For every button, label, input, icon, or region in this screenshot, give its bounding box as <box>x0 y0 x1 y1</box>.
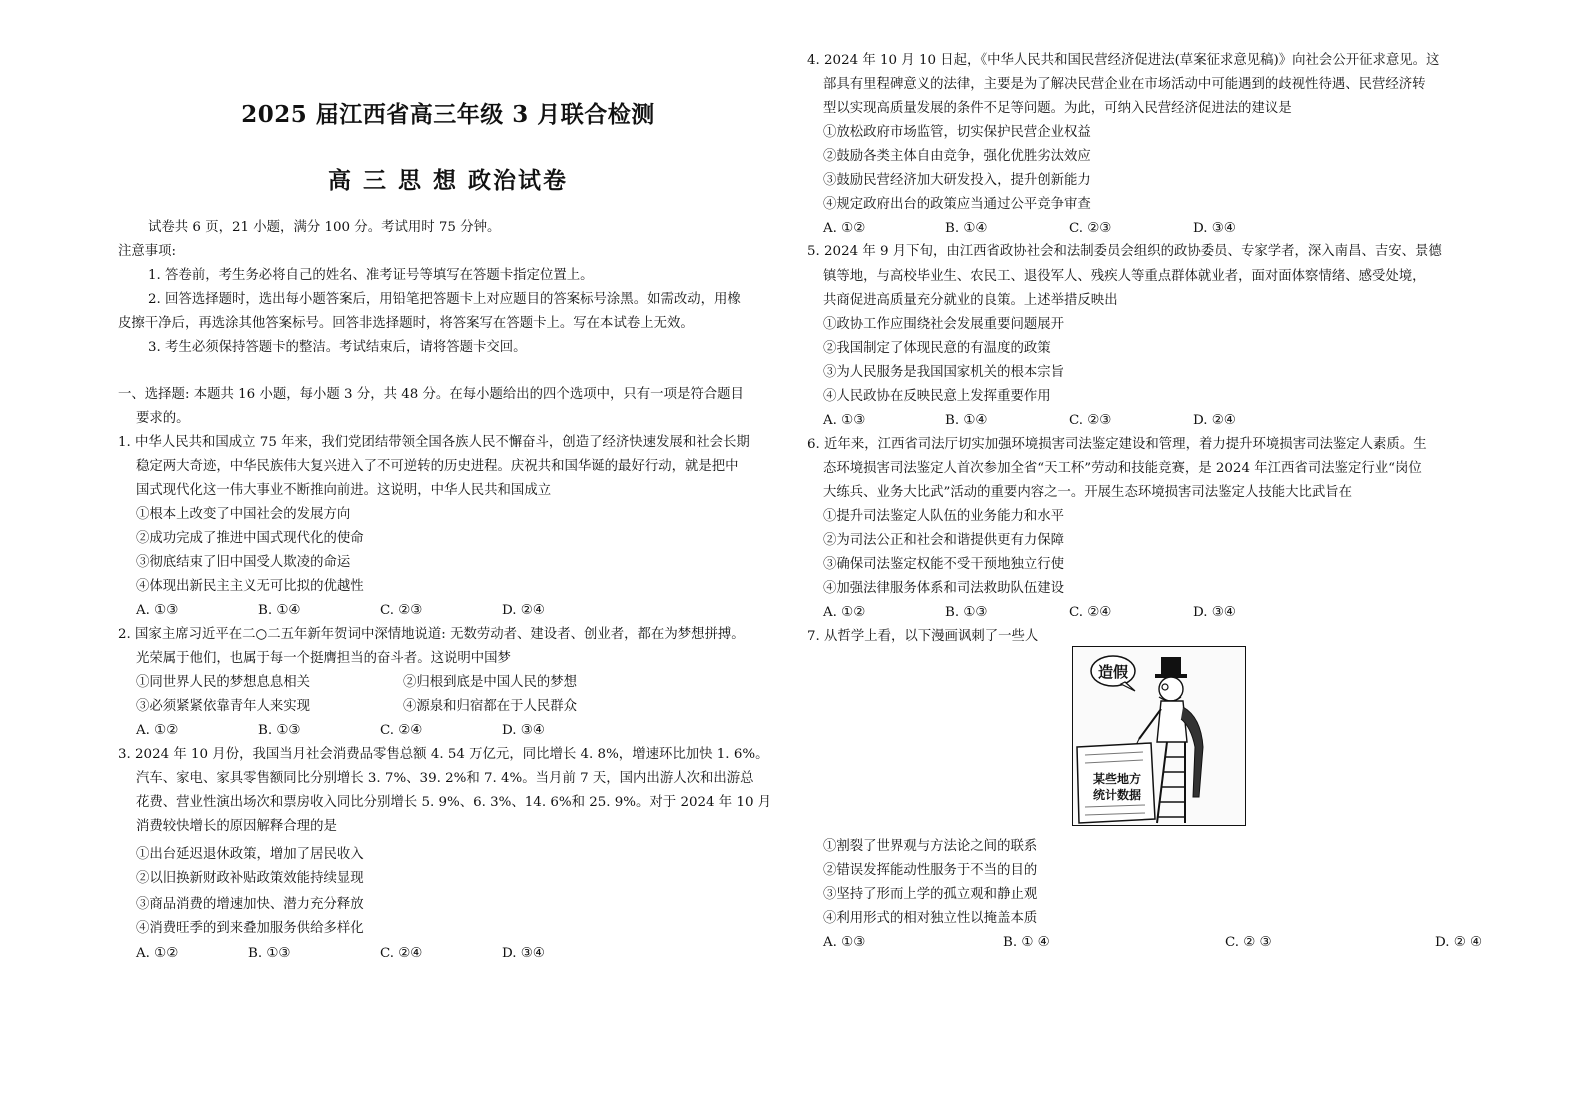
question-4-statement: ④规定政府出台的政策应当通过公平竞争审查 <box>823 197 1091 212</box>
question-1-statement: ④体现出新民主主义无可比拟的优越性 <box>136 579 364 594</box>
question-3-choice-b: B. ①③ <box>248 946 291 961</box>
section-heading: 一、选择题: 本题共 16 小题，每小题 3 分，共 48 分。在每小题给出的四个选项中，只有一项是符合题目 <box>118 387 744 402</box>
question-2-choice-d: D. ③④ <box>502 723 545 738</box>
question-4-statement: ①放松政府市场监管，切实保护民营企业权益 <box>823 125 1091 140</box>
question-6-choice-c: C. ②④ <box>1069 605 1112 620</box>
question-7-statement: ①割裂了世界观与方法论之间的联系 <box>823 839 1038 854</box>
question-6-statement: ②为司法公正和社会和谐提供更有力保障 <box>823 533 1065 548</box>
question-7-stem: 7. 从哲学上看，以下漫画讽刺了一些人 <box>807 629 1039 644</box>
question-4-statement: ②鼓励各类主体自由竞争，强化优胜劣汰效应 <box>823 149 1091 164</box>
question-3-statement: ①出台延迟退休政策，增加了居民收入 <box>136 847 364 862</box>
question-1-choice-a: A. ①③ <box>136 603 179 618</box>
question-6-stem: 态环境损害司法鉴定人首次参加全省“天工杯”劳动和技能竞赛，是 2024 年江西省司法鉴定行业“岗位 <box>823 461 1422 476</box>
question-1-stem: 1. 中华人民共和国成立 75 年来，我们党团结带领全国各族人民不懈奋斗，创造了经济快速发展和社会长期 <box>118 435 750 450</box>
question-6-choice-b: B. ①③ <box>945 605 988 620</box>
question-5-stem: 镇等地，与高校毕业生、农民工、退役军人、残疾人等重点群体就业者，面对面体察情绪、感受处境， <box>823 269 1426 284</box>
notice-item-2-cont: 皮擦干净后，再选涂其他答案标号。回答非选择题时，将答案写在答题卡上。写在本试卷上无效。 <box>118 316 694 331</box>
exam-info: 试卷共 6 页，21 小题，满分 100 分。考试用时 75 分钟。 <box>148 220 501 235</box>
top-hat <box>1161 657 1181 675</box>
question-1-stem: 国式现代化这一伟大事业不断推向前进。这说明，中华人民共和国成立 <box>136 483 552 498</box>
board-label-1: 某些地方 <box>1092 772 1142 786</box>
question-4-choice-c: C. ②③ <box>1069 221 1112 236</box>
question-1-statement: ②成功完成了推进中国式现代化的使命 <box>136 531 364 546</box>
question-5-statement: ③为人民服务是我国国家机关的根本宗旨 <box>823 365 1065 380</box>
notice-item-2: 2. 回答选择题时，选出每小题答案后，用铅笔把答题卡上对应题目的答案标号涂黑。如需改动，用橡 <box>148 292 741 307</box>
question-2-statement: ②归根到底是中国人民的梦想 <box>403 675 578 690</box>
question-3-stem: 花费、营业性演出场次和票房收入同比分别增长 5. 9%、6. 3%、14. 6%和 25. 9%。对于 2024 年 10 月 <box>136 795 772 810</box>
question-4-stem: 型以实现高质量发展的条件不足等问题。为此，可纳入民营经济促进法的建议是 <box>823 101 1292 116</box>
ladder <box>1157 742 1167 823</box>
section-heading-cont: 要求的。 <box>136 411 190 426</box>
question-4-choice-b: B. ①④ <box>945 221 988 236</box>
question-4-choice-d: D. ③④ <box>1193 221 1236 236</box>
speech-bubble-text: 造假 <box>1097 663 1129 681</box>
question-7-statement: ④利用形式的相对独立性以掩盖本质 <box>823 911 1038 926</box>
question-6-stem: 大练兵、业务大比武”活动的重要内容之一。开展生态环境损害司法鉴定人技能大比武旨在 <box>823 485 1353 500</box>
notice-item-1: 1. 答卷前，考生务必将自己的姓名、准考证号等填写在答题卡指定位置上。 <box>148 268 594 283</box>
question-6-stem: 6. 近年来，江西省司法厅切实加强环境损害司法鉴定建设和管理，着力提升环境损害司法鉴定人素质。生 <box>807 437 1427 452</box>
question-5-statement: ①政协工作应围绕社会发展重要问题展开 <box>823 317 1065 332</box>
question-5-choice-c: C. ②③ <box>1069 413 1112 428</box>
question-2-stem: 2. 国家主席习近平在二○二五年新年贺词中深情地说道: 无数劳动者、建设者、创业者，都在为梦想拼搏。 <box>118 627 745 642</box>
question-2-choice-c: C. ②④ <box>380 723 423 738</box>
question-3-statement: ②以旧换新财政补贴政策效能持续显现 <box>136 871 364 886</box>
exam-subtitle: 高 三 思 想 政治试卷 <box>327 167 569 194</box>
question-6-statement: ①提升司法鉴定人队伍的业务能力和水平 <box>823 509 1065 524</box>
man-body <box>1157 701 1187 742</box>
notice-item-3: 3. 考生必须保持答题卡的整洁。考试结束后，请将答题卡交回。 <box>148 340 527 355</box>
satire-cartoon <box>1072 646 1246 826</box>
cartoon-illustration <box>1073 647 1245 825</box>
question-1-choice-c: C. ②③ <box>380 603 423 618</box>
question-3-choice-d: D. ③④ <box>502 946 545 961</box>
question-6-statement: ④加强法律服务体系和司法救助队伍建设 <box>823 581 1065 596</box>
question-1-choice-d: D. ②④ <box>502 603 545 618</box>
question-5-statement: ②我国制定了体现民意的有温度的政策 <box>823 341 1051 356</box>
question-7-statement: ②错误发挥能动性服务于不当的目的 <box>823 863 1038 878</box>
question-7-choice-c: C. ② ③ <box>1225 935 1272 950</box>
question-4-stem: 4. 2024 年 10 月 10 日起，《中华人民共和国民营经济促进法(草案征求意见稿)》向社会公开征求意见。这 <box>807 53 1440 68</box>
question-6-choice-a: A. ①② <box>823 605 866 620</box>
question-4-stem: 部具有里程碑意义的法律，主要是为了解决民营企业在市场活动中可能遇到的歧视性待遇、民营经济转 <box>823 77 1426 92</box>
question-3-stem: 消费较快增长的原因解释合理的是 <box>136 819 337 834</box>
question-3-choice-c: C. ②④ <box>380 946 423 961</box>
question-1-statement: ①根本上改变了中国社会的发展方向 <box>136 507 351 522</box>
question-3-statement: ④消费旺季的到来叠加服务供给多样化 <box>136 921 364 936</box>
question-5-choice-b: B. ①④ <box>945 413 988 428</box>
question-2-statement: ①同世界人民的梦想息息相关 <box>136 675 311 690</box>
question-3-stem: 汽车、家电、家具零售额同比分别增长 3. 7%、39. 2%和 7. 4%。当月前 7 天，国内出游人次和出游总 <box>136 771 754 786</box>
board-label-2: 统计数据 <box>1092 788 1142 802</box>
question-3-choice-a: A. ①② <box>136 946 179 961</box>
question-7-choice-d: D. ② ④ <box>1435 935 1483 950</box>
question-1-stem: 稳定两大奇迹，中华民族伟大复兴进入了不可逆转的历史进程。庆祝共和国华诞的最好行动，就是把中 <box>136 459 739 474</box>
question-5-stem: 共商促进高质量充分就业的良策。上述举措反映出 <box>823 293 1118 308</box>
question-7-choice-a: A. ①③ <box>823 935 866 950</box>
question-1-choice-b: B. ①④ <box>258 603 301 618</box>
question-4-statement: ③鼓励民营经济加大研发投入，提升创新能力 <box>823 173 1091 188</box>
question-7-choice-b: B. ① ④ <box>1003 935 1050 950</box>
notice-heading: 注意事项: <box>118 244 177 259</box>
question-5-stem: 5. 2024 年 9 月下旬，由江西省政协社会和法制委员会组织的政协委员、专家学者，深入南昌、吉安、景德 <box>807 244 1442 259</box>
exam-title: 2025 届江西省高三年级 3 月联合检测 <box>241 101 655 128</box>
question-2-stem: 光荣属于他们，也属于每一个挺膺担当的奋斗者。这说明中国梦 <box>136 651 511 666</box>
question-2-choice-a: A. ①② <box>136 723 179 738</box>
question-7-statement: ③坚持了形而上学的孤立观和静止观 <box>823 887 1038 902</box>
question-4-choice-a: A. ①② <box>823 221 866 236</box>
question-5-choice-a: A. ①③ <box>823 413 866 428</box>
question-2-statement: ④源泉和归宿都在于人民群众 <box>403 699 578 714</box>
question-5-statement: ④人民政协在反映民意上发挥重要作用 <box>823 389 1051 404</box>
question-6-choice-d: D. ③④ <box>1193 605 1236 620</box>
question-5-choice-d: D. ②④ <box>1193 413 1236 428</box>
question-2-choice-b: B. ①③ <box>258 723 301 738</box>
question-6-statement: ③确保司法鉴定权能不受干预地独立行使 <box>823 557 1065 572</box>
question-3-stem: 3. 2024 年 10 月份，我国当月社会消费品零售总额 4. 54 万亿元，同比增长 4. 8%，增速环比加快 1. 6%。 <box>118 747 769 762</box>
question-2-statement: ③必须紧紧依靠青年人来实现 <box>136 699 311 714</box>
question-3-statement: ③商品消费的增速加快、潜力充分释放 <box>136 897 364 912</box>
question-1-statement: ③彻底结束了旧中国受人欺凌的命运 <box>136 555 351 570</box>
